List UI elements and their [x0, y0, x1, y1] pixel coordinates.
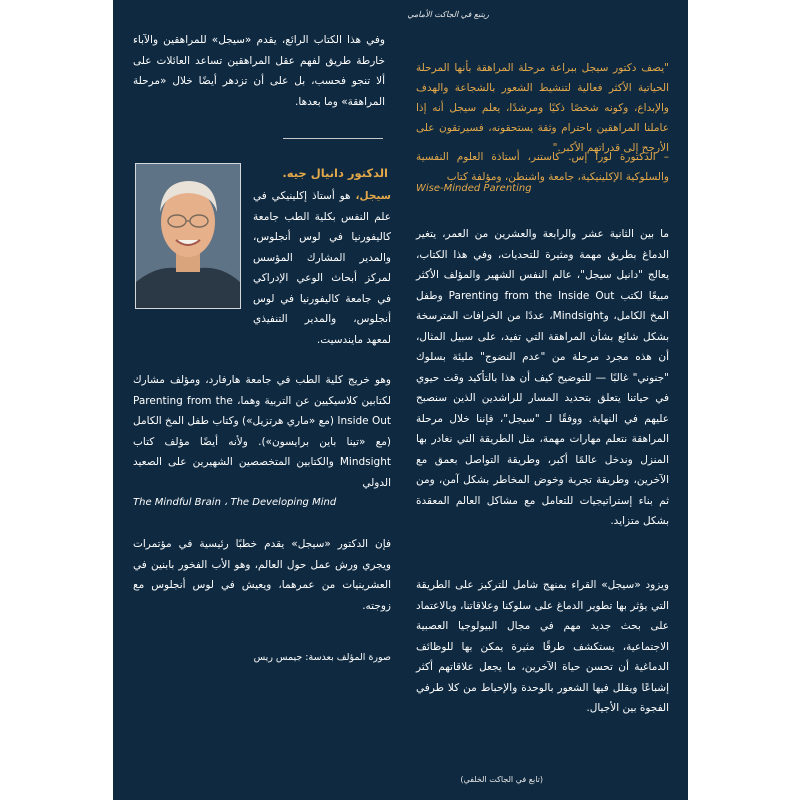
endorsement-attribution: – الدكتورة لورا إس. كاستنر، أستاذة العلوم النفسية والسلوكية الإكلينيكية، جامعة واشنطن، ومؤلفة كتاب [416, 151, 669, 183]
continued-note-top: ريتبع في الجاكت الأمامي [407, 10, 489, 19]
description-paragraph-1: ما بين الثانية عشر والرابعة والعشرين من العمر، يتغير الدماغ بطريق مهمة ومثيرة للتحديات، وفي هذا الكتاب، يعالج "دانيل سيجل"، عالم النفس الشهير والمؤلف الأكثر مبيعًا لكتب Parenting from the Inside Out وطفل المخ الكامل، وMindsight، عددًا من الخرافات المترسخة بشكل شائع بشأن المراهقة التي تفيد، على سبيل المثال، أن هذه مجرد مرحلة من "عدم النضوج" مليئة بسلوك "جنوني" غالبًا — للتوضيح كيف أن هذا بالتأكيد وقت حيوي في حياتنا يتعلق بتحديد المسار للراشدين الذين سنصبح عليهم في النهاية. ووفقًا لـ "سيجل"، فإننا خلال مرحلة المراهقة نتعلم مهارات مهمة، مثل الطريقة التي نغادر بها المنزل وندخل عالمًا أكبر، وطريقة التواصل بعمق مع الآخرين، وطريقة تجربة وخوض المخاطر بشكل آمن، ومن ثم بناء إستراتيجيات للتعامل مع مشاكل العالم المعقدة بشكل متزايد. [416, 228, 669, 527]
author-name: الدكتور دانيال جيه. [282, 166, 388, 180]
author-bio-text: هو أستاذ إكلينيكي في علم النفس بكلية الطب جامعة كاليفورنيا في لوس أنجلوس، والمدير المشارك المؤسس لمركز أبحاث الوعي الإدراكي في جامعة كاليفورنيا في لوس أنجلوس، والمدير التنفيذي لمعهد مايندسيت. [253, 190, 391, 346]
author-books-line: The Mindful Brain ، The Developing Mind [133, 497, 337, 508]
continued-note-bottom: (تابع في الجاكت الخلفي) [460, 775, 543, 784]
author-details [133, 370, 391, 513]
author-details-text: وهو خريج كلية الطب في جامعة هارفارد، ومؤلف مشارك لكتابين كلاسيكيين عن التربية وهما، Parenting from the Inside Out (مع «ماري هرتزيل») وكتاب طفل المخ الكامل (مع «تينا باين برايسون»). ولأنه أيضًا مؤلف كتاب Mindsight والكتابين المتخصصين الشهيرين على الصعيد الدولي [133, 374, 391, 489]
description-paragraph-2: ويزود «سيجل» القراء بمنهج شامل للتركيز على الطريقة التي يؤثر بها تطوير الدماغ على سلوكنا وعلاقاتنا، وبالاعتماد على بحث جديد مهم في مجال البيولوجيا العصبية الاجتماعية، يستكشف طرقًا مثيرة يمكن بها للوظائف الدماغية أن تحسن حياة الآخرين، ما يجعل علاقاتهم أكثر إشباعًا ويقلل فيها الشعور بالوحدة والإحباط من كلا طرفي الفجوة بين الأجيال. [416, 579, 669, 714]
endorsement-quote: "يصف دكتور سيجل ببراعة مرحلة المراهقة بأنها المرحلة الحياتية الأكثر فعالية لتنشيط الشعور بالشجاعة والهدف والإبداع، وكونه شخصًا ذكيًا ومرشدًا، يعلم سيجل أنه إذا عاملنا المراهقين باحترام وثقة يستحقونه، فسيرتقون على الأرجح إلى قدراتهم الأكبر." [416, 62, 669, 154]
divider-line [283, 138, 383, 139]
intro-paragraph: وفي هذا الكتاب الرائع، يقدم «سيجل» للمراهقين والآباء خارطة طريق لفهم عقل المراهقين تساعد العائلات على ألا تنجو فحسب، بل على أن تزدهر أيضًا خلال «مرحلة المراهقة» وما بعدها. [133, 34, 385, 108]
author-bio [253, 186, 391, 350]
author-activities: فإن الدكتور «سيجل» يقدم خطبًا رئيسية في مؤتمرات ويجري ورش عمل حول العالم، وهو الأب الفخور بابنين في العشرينيات من عمرهما، ويعيش في لوس أنجلوس مع زوجته. [133, 538, 391, 612]
endorsement-book-title: Wise-Minded Parenting [416, 183, 532, 194]
book-jacket-flaps [113, 0, 688, 800]
photo-credit: صورة المؤلف بعدسة: جيمس ريس [253, 652, 391, 663]
author-bio-lead: سيجل، [355, 190, 391, 202]
author-photo [135, 163, 241, 309]
